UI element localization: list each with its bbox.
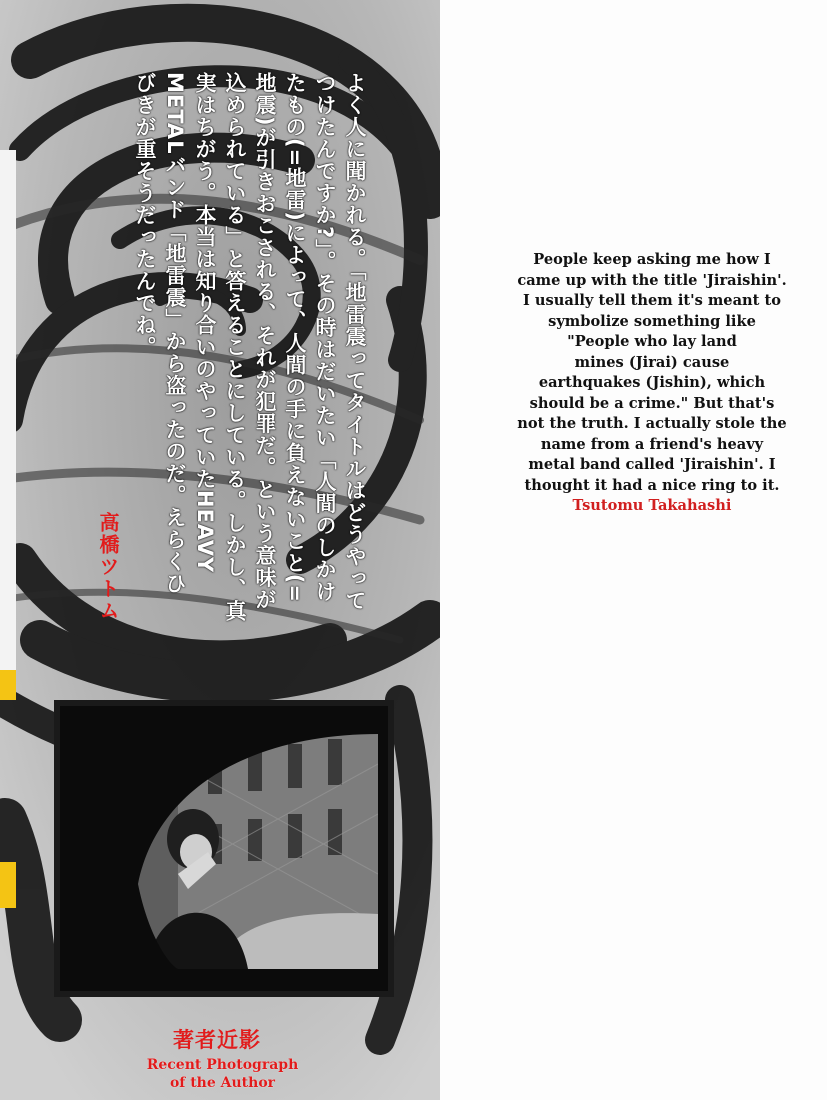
author-photo-image — [138, 724, 378, 969]
translation-line: not the truth. I actually stole the — [517, 415, 787, 432]
author-photo-frame — [60, 706, 388, 991]
photo-caption-english — [120, 1056, 325, 1092]
photo-caption-line: of the Author — [169, 1075, 276, 1091]
essay-line: METALバンド「地雷震」から盗ったのだ。えらくひ — [163, 72, 187, 595]
japanese-author-name: 高橋ツトム — [96, 512, 120, 622]
translation-line: earthquakes (Jishin), which — [538, 374, 766, 391]
translation-author-name: Tsutomu Takahashi — [572, 497, 732, 514]
translation-line: "People who lay land — [567, 333, 737, 350]
essay-line: つけたんですか?」。その時はだいたい「人間のしかけ — [313, 72, 337, 603]
essay-line: たもの(=地雷)によって、人間の手に負えないこと(= — [283, 72, 307, 603]
photo-caption-line: Recent Photograph — [146, 1057, 299, 1073]
translation-line: came up with the title 'Jiraishin'. — [517, 271, 787, 289]
essay-line: 地震)が引きおこされる、それが犯罪だ。という意味が — [253, 72, 277, 611]
japanese-essay — [130, 72, 370, 632]
essay-line: 実はちがう。本当は知り合いのやっていたHEAVY — [193, 72, 217, 574]
essay-line: びきが重そうだったんでね。 — [133, 72, 157, 358]
translation-line: symbolize something like — [548, 312, 756, 330]
yellow-tab-marker — [0, 670, 16, 700]
author-photo — [138, 724, 378, 969]
essay-line: よく人に聞かれる。「地雷震ってタイトルはどうやって — [343, 72, 367, 612]
translation-line: People keep asking me how I — [533, 251, 771, 268]
yellow-tab-marker — [0, 862, 16, 908]
translation-line: name from a friend's heavy — [540, 435, 764, 453]
essay-line: 込められている」と答えることにしている。しかし、真 — [223, 72, 247, 622]
translation-line: I usually tell them it's meant to — [523, 292, 781, 309]
translation-line: should be a crime." But that's — [529, 394, 775, 412]
translation-line: thought it had a nice ring to it. — [524, 476, 780, 494]
english-translation — [497, 250, 807, 517]
translation-line: mines (Jirai) cause — [574, 353, 730, 371]
translation-line: metal band called 'Jiraishin'. I — [528, 456, 776, 473]
photo-caption-japanese: 著者近影 — [173, 1028, 261, 1052]
